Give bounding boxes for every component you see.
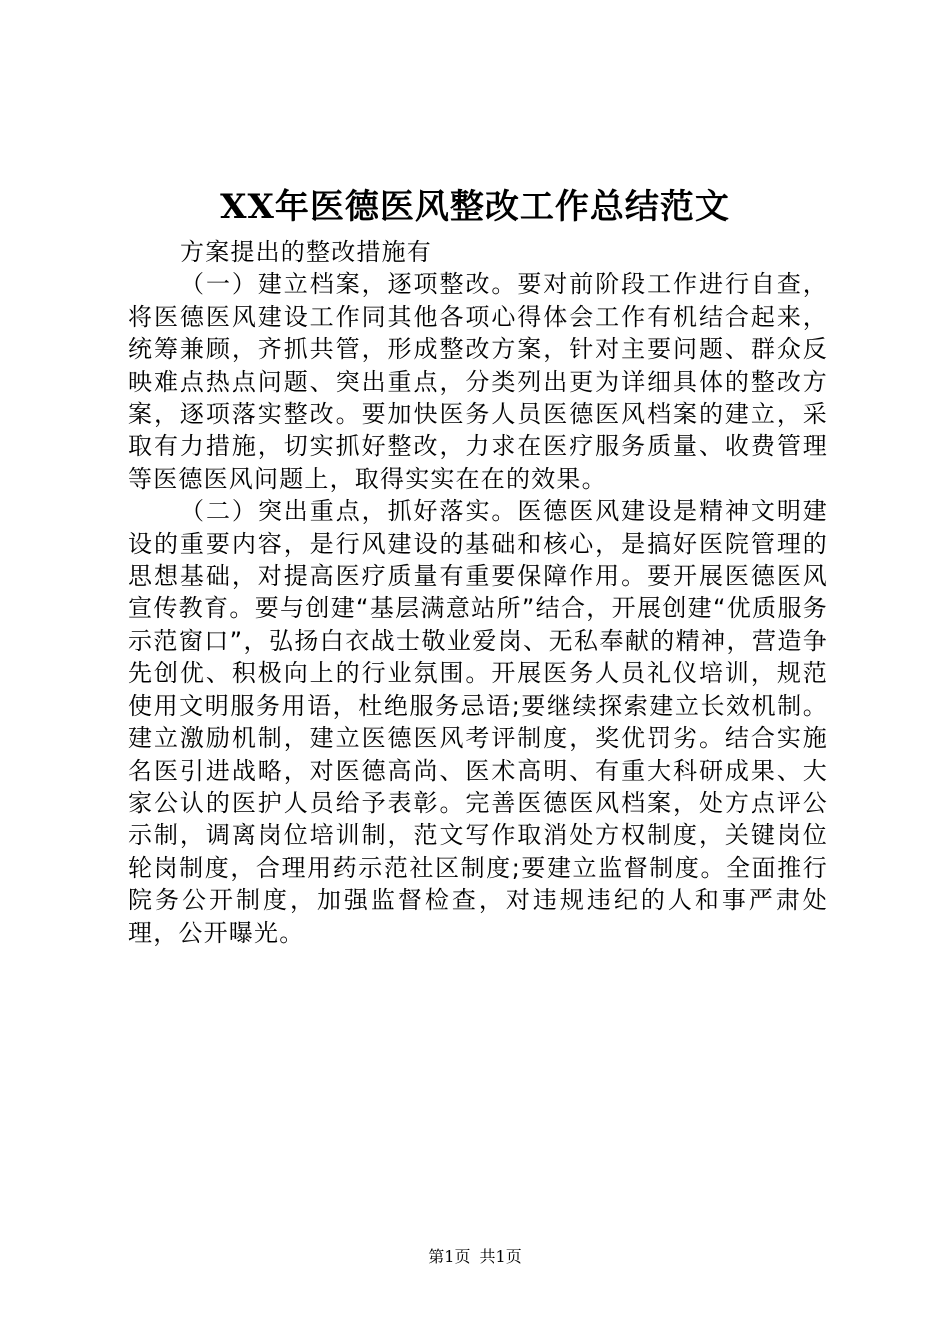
document-title: XX年医德医风整改工作总结范文: [220, 187, 730, 227]
paragraph-section-one: （一）建立档案，逐项整改。要对前阶段工作进行自查，将医德医风建设工作同其他各项心得体会工作有机结合起来，统筹兼顾，齐抓共管，形成整改方案，针对主要问题、群众反映难点热点问题、突出重点，分类列出更为详细具体的整改方案，逐项落实整改。要加快医务人员医德医风档案的建立，采取有力措施，切实抓好整改，力求在医疗服务质量、收费管理等医德医风问题上，取得实实在在的效果。: [128, 270, 828, 493]
page-footer: 第1页 共1页: [428, 1247, 522, 1266]
document-body: [128, 236, 828, 949]
intro-paragraph: 方案提出的整改措施有: [180, 238, 432, 266]
paragraph-section-two: （二）突出重点，抓好落实。医德医风建设是精神文明建设的重要内容，是行风建设的基础和核心，是搞好医院管理的思想基础，对提高医疗质量有重要保障作用。要开展医德医风宣传教育。要与创建“基层满意站所”结合，开展创建“优质服务示范窗口”，弘扬白衣战士敬业爱岗、无私奉献的精神，营造争先创优、积极向上的行业氛围。开展医务人员礼仪培训，规范使用文明服务用语，杜绝服务忌语;要继续探索建立长效机制。建立激励机制，建立医德医风考评制度，奖优罚劣。结合实施名医引进战略，对医德高尚、医术高明、有重大科研成果、大家公认的医护人员给予表彰。完善医德医风档案，处方点评公示制，调离岗位培训制，范文写作取消处方权制度，关键岗位轮岗制度，合理用药示范社区制度;要建立监督制度。全面推行院务公开制度，加强监督检查，对违规违纪的人和事严肃处理，公开曝光。: [128, 497, 828, 947]
